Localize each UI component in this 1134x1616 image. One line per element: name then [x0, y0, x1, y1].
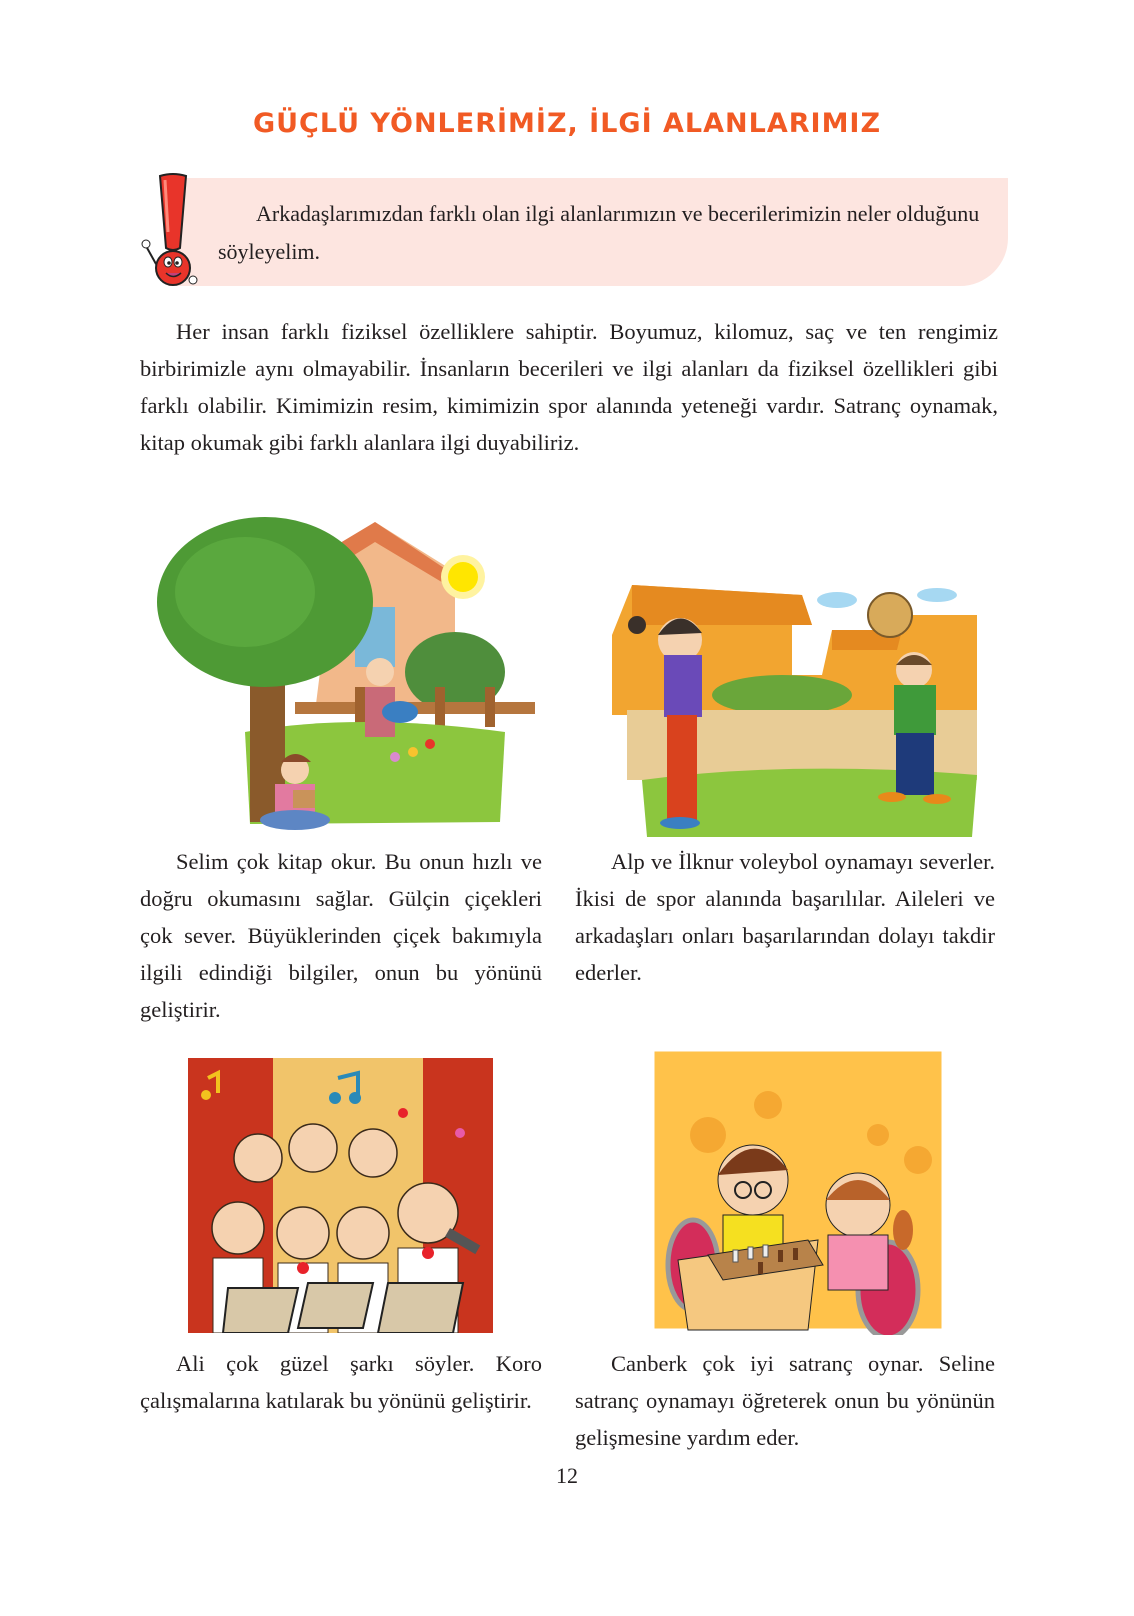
- caption-chess: [575, 1345, 995, 1456]
- callout-text-content: Arkadaşlarımızdan farklı olan ilgi alanlarımızın ve becerilerimizin neler olduğunu söyleyelim.: [218, 201, 980, 264]
- choir-illustration: [188, 1058, 493, 1333]
- chess-illustration: [648, 1040, 948, 1335]
- callout-text: [218, 195, 998, 271]
- caption-chess-text: Canberk çok iyi satranç oynar. Seline satranç oynamayı öğreterek onun bu yönünün gelişmesine yardım eder.: [575, 1351, 995, 1450]
- caption-volleyball: [575, 843, 995, 991]
- exclamation-mascot-icon: [138, 172, 208, 290]
- page-number: 12: [556, 1463, 578, 1488]
- intro-paragraph: [140, 313, 998, 461]
- page-title: GÜÇLÜ YÖNLERİMİZ, İLGİ ALANLARIMIZ: [252, 108, 882, 139]
- caption-reading: [140, 843, 542, 1028]
- caption-choir: [140, 1345, 542, 1419]
- intro-paragraph-text: Her insan farklı fiziksel özelliklere sahiptir. Boyumuz, kilomuz, saç ve ten rengimiz birbirimizle aynı olmayabilir. İnsanların becerileri ve ilgi alanları da fiziksel özellikleri gibi farklı olabilir. Kimimizin resim, kimimizin spor alanında yeteneği vardır. Satranç oynamak, kitap okumak gibi farklı alanlara ilgi duyabiliriz.: [140, 319, 998, 455]
- caption-volleyball-text: Alp ve İlknur voleybol oynamayı severler. İkisi de spor alanında başarılılar. Aileleri ve arkadaşları onları başarılarından dolayı takdir ederler.: [575, 849, 995, 985]
- volleyball-illustration: [592, 555, 977, 840]
- caption-choir-text: Ali çok güzel şarkı söyler. Koro çalışmalarına katılarak bu yönünü geliştirir.: [140, 1351, 542, 1413]
- garden-reading-watering-illustration: [155, 512, 545, 832]
- caption-reading-text: Selim çok kitap okur. Bu onun hızlı ve doğru okumasını sağlar. Gülçin çiçekleri çok sever. Büyüklerinden çiçek bakımıyla ilgili edindiği bilgiler, onun bu yönünü geliştirir.: [140, 849, 542, 1022]
